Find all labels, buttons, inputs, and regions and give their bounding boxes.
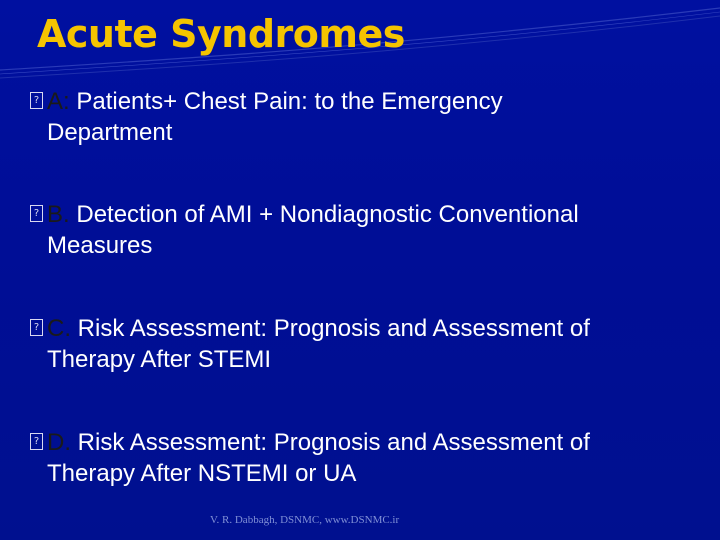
bullet-line-1 bbox=[30, 427, 700, 458]
bullet-box-icon: ? bbox=[30, 205, 43, 222]
bullet-line-1 bbox=[30, 199, 700, 230]
bullet-letter: C bbox=[47, 315, 65, 342]
bullet-letter: B bbox=[47, 201, 64, 228]
bullet-text: Risk Assessment: Prognosis and Assessment of bbox=[71, 315, 590, 342]
bullet-item-d bbox=[30, 427, 700, 489]
bullet-box-icon: ? bbox=[30, 92, 43, 109]
slide-title: Acute Syndromes bbox=[37, 12, 405, 56]
bullet-line-2: Therapy After STEMI bbox=[47, 346, 272, 373]
bullet-letter: A bbox=[47, 88, 64, 115]
slide-footer: V. R. Dabbagh, DSNMC, www.DSNMC.ir bbox=[210, 514, 400, 526]
bullet-line-2: Measures bbox=[47, 232, 153, 259]
bullet-text: Patients+ Chest Pain: to the Emergency bbox=[69, 88, 503, 115]
bullet-box-icon: ? bbox=[30, 319, 43, 336]
bullet-line-1 bbox=[30, 86, 700, 117]
bullet-line-2: Department bbox=[47, 119, 173, 146]
bullet-separator: . bbox=[63, 201, 70, 228]
bullet-box-icon: ? bbox=[30, 433, 43, 450]
bullet-line-2: Therapy After NSTEMI or UA bbox=[47, 460, 357, 487]
bullet-item-a bbox=[30, 86, 700, 148]
bullet-separator: : bbox=[63, 88, 70, 115]
bullet-letter: D bbox=[47, 429, 65, 456]
bullet-line-1 bbox=[30, 313, 700, 344]
bullet-item-c bbox=[30, 313, 700, 375]
bullet-separator: . bbox=[64, 429, 72, 456]
bullet-text: Risk Assessment: Prognosis and Assessment of bbox=[71, 429, 590, 456]
bullet-text: Detection of AMI + Nondiagnostic Conventional bbox=[69, 201, 579, 228]
bullet-item-b bbox=[30, 199, 700, 261]
bullet-separator: . bbox=[64, 315, 72, 342]
